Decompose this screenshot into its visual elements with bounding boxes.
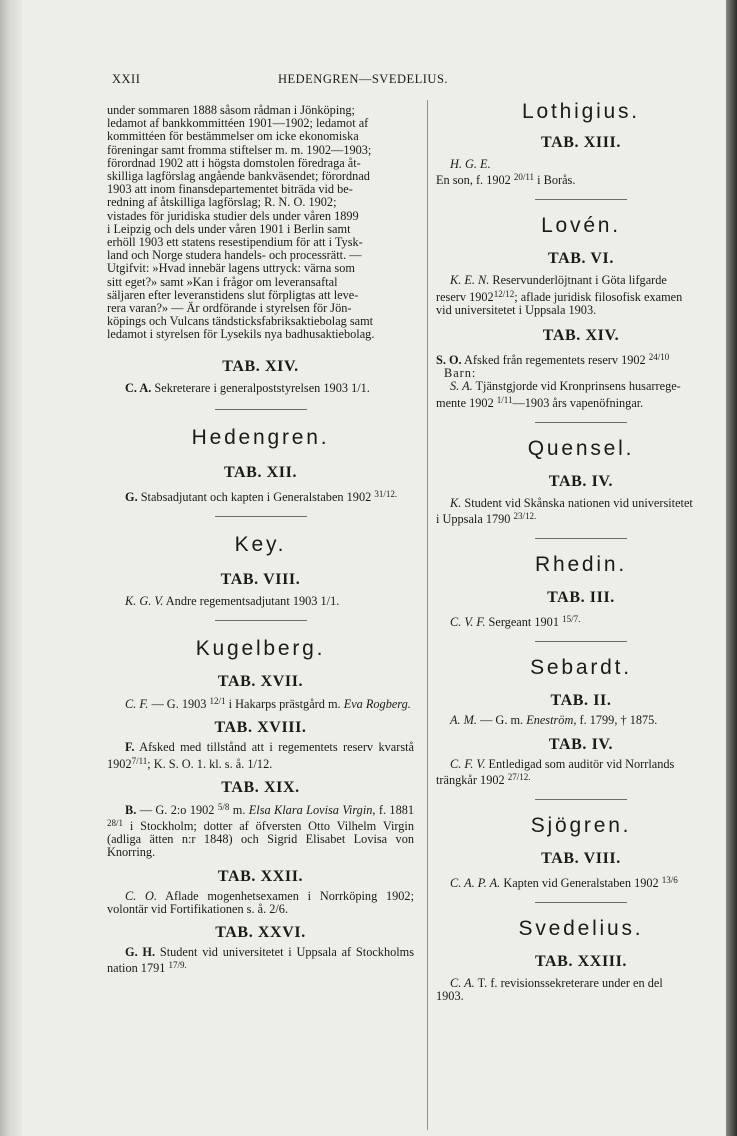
- entry-date: 7/11: [131, 755, 148, 766]
- tab-heading: TAB. IV.: [548, 735, 614, 753]
- entry-text: f. 1799, † 1875.: [579, 713, 658, 728]
- section-rule: [535, 902, 627, 903]
- entry-initials: C. F. V.: [450, 756, 486, 771]
- family-name-sebardt: Sebardt.: [530, 656, 632, 680]
- entry-date: 31/12.: [374, 488, 398, 499]
- text-line: vistades för juridiska studier dels under våren 1899: [107, 208, 359, 223]
- entry-text: —1903 års vapenöfningar.: [512, 395, 644, 410]
- entry: [107, 801, 414, 860]
- text-line: erhöll 1903 ett statens resestipendium för att i Tysk-: [107, 235, 363, 250]
- family-name-loven: Lovén.: [541, 214, 621, 238]
- entry-text: — G. m.: [480, 713, 524, 728]
- entry-date: 28/1: [107, 818, 124, 829]
- entry-text: mente 1902: [436, 395, 494, 410]
- entry-text: T. f. revisionssekreterare under en del: [477, 976, 663, 991]
- text-line: rera varan?» — Är ordförande i styrelsen för Jön-: [107, 301, 352, 316]
- text-line: föreningar samt fromma stiftelser m. m. 1902—1903;: [107, 142, 372, 157]
- section-rule: [535, 641, 627, 642]
- entry-text: En son, f. 1902: [436, 173, 511, 188]
- entry-text: Aflade mogenhetsexamen i Norrköping 1902; volontär vid Fortifikationen s. å.: [107, 888, 414, 916]
- entry-date: 17/9.: [168, 960, 187, 971]
- entry: [436, 977, 726, 1003]
- tab-heading: TAB. XXVI.: [215, 924, 306, 942]
- entry: [107, 488, 414, 504]
- entry-text: vid universitetet i Uppsala 1903.: [436, 302, 597, 317]
- entry: [436, 758, 726, 787]
- column-divider: [427, 100, 428, 1130]
- tab-heading: TAB. XIII.: [541, 134, 621, 151]
- entry-date: 1/1.: [351, 380, 370, 395]
- entry-text: ; aflade juridisk filosofisk examen: [514, 289, 683, 304]
- entry-date: 23/12.: [513, 511, 537, 522]
- family-name-quensel: Quensel.: [527, 436, 635, 460]
- entry-date: 15/7.: [562, 614, 581, 625]
- entry-year: 1902: [346, 489, 372, 504]
- text-line: redning af åtskilliga lagförslag; R. N. O. 1902;: [107, 195, 337, 210]
- section-rule: [535, 199, 627, 200]
- text-line: under sommaren 1888 såsom rådman i Jönköping;: [107, 103, 355, 117]
- entry-initials: G. H.: [125, 945, 156, 960]
- entry-date: 5/8: [217, 801, 230, 812]
- text-line: kommittéen för bestämmelser om icke ekonomiska: [107, 129, 359, 144]
- entry-text: Andre regementsadjutant 1903: [165, 594, 318, 609]
- entry-text: 1903.: [436, 989, 464, 1004]
- text-line: ledamot i styrelsen för Lysekils nya badhusaktiebolag.: [107, 327, 375, 342]
- entry-initials: S. A.: [450, 379, 473, 394]
- entry-text: Student vid universitetet i Uppsala af Stockholms nation 1791: [107, 945, 415, 976]
- entry-text: Sekreterare i generalpoststyrelsen 1903: [154, 380, 348, 395]
- family-name-rhedin: Rhedin.: [535, 553, 627, 577]
- entry-initials: C. A.: [450, 976, 475, 991]
- entry: [436, 158, 726, 187]
- family-name-sjogren: Sjögren.: [530, 814, 632, 838]
- entry-initials: C. A.: [125, 380, 152, 395]
- text-line: sitt eget?» samt »Kan i frågor om leveransaftal: [107, 274, 338, 289]
- section-rule: [215, 409, 307, 410]
- tab-heading: TAB. XIX.: [221, 778, 300, 796]
- entry-text: reserv 1902: [436, 289, 494, 304]
- entry-date: 12/12: [493, 288, 515, 299]
- entry-date: 2/6.: [269, 901, 289, 916]
- entry-date: 1/12.: [247, 756, 273, 771]
- entry-text: f. 1881: [378, 802, 415, 817]
- tab-heading: TAB. XXIII.: [534, 953, 628, 971]
- entry-text: Reservunderlöjtnant i Göta lifgarde: [492, 273, 667, 288]
- text-line: land och Norge studera handels- och processrätt. —: [107, 248, 362, 263]
- tab-heading: TAB. IV.: [548, 472, 614, 490]
- entry-text: Student vid Skånska nationen vid universitetet: [464, 495, 693, 510]
- entry-text: — G. 2:o 1902: [139, 802, 215, 817]
- entry-date: 1/1.: [320, 594, 340, 609]
- entry: [436, 351, 726, 410]
- right-column: [436, 100, 726, 1004]
- tab-heading: TAB. XXII.: [217, 867, 304, 885]
- entry: [107, 595, 414, 608]
- section-rule: [215, 516, 307, 517]
- tab-heading: TAB. XVIII.: [214, 719, 307, 737]
- tab-heading: TAB. III.: [547, 589, 615, 607]
- entry-date: 1/11: [496, 394, 513, 405]
- page-edge-shadow: [726, 0, 737, 1136]
- text-line: köpings och Vulcans tändsticksfabriksaktiebolag samt: [107, 314, 374, 329]
- tab-heading: TAB. VI.: [547, 250, 614, 268]
- entry-spouse: Elsa Klara Lovisa Virgin,: [248, 802, 376, 817]
- entry-initials: K. G. V.: [125, 594, 164, 609]
- entry-initials: S. O.: [436, 353, 462, 368]
- page-number: XXII: [112, 72, 141, 86]
- entry-place: i Borås.: [537, 173, 576, 188]
- entry-text: ; K. S. O. 1. kl. s. å.: [147, 756, 245, 771]
- entry-initials: C. F.: [125, 697, 149, 712]
- entry: [436, 274, 726, 317]
- entry-date: 27/12.: [507, 771, 531, 782]
- family-name-lothigius: Lothigius.: [522, 100, 640, 123]
- entry: [107, 382, 414, 395]
- section-rule: [535, 538, 627, 539]
- entry-date: 24/10: [648, 352, 670, 363]
- family-name-hedengren: Hedengren.: [191, 425, 330, 449]
- entry: [107, 890, 414, 916]
- text-line: 1903 att inom finansdepartementet biträda vid be-: [107, 182, 353, 197]
- entry: [436, 714, 726, 727]
- tab-heading: TAB. XIV.: [542, 327, 620, 345]
- entry: [107, 695, 414, 711]
- entry-initials: A. M.: [450, 713, 477, 728]
- entry-date: 12/1: [209, 696, 226, 707]
- entry-text: Kapten vid Generalstaben 1902: [503, 876, 659, 891]
- entry-spouse: Eva Rogberg.: [343, 697, 411, 712]
- text-line: ledamot af bankkommittéen 1901—1902; ledamot af: [107, 116, 369, 131]
- text-line: säljaren efter leveranstidens slut förpligtas att leve-: [107, 287, 359, 302]
- page-header: [0, 72, 726, 90]
- entry: [107, 741, 414, 770]
- entry-initials: G.: [125, 489, 138, 504]
- tab-heading: TAB. XIV.: [222, 357, 299, 375]
- entry-date: 20/11: [513, 172, 535, 183]
- entry-text: Entledigad som auditör vid Norrlands: [488, 756, 675, 771]
- entry-text: Afsked med tillstånd att i regementets reserv: [139, 740, 374, 755]
- entry-initials: K. E. N.: [450, 273, 490, 288]
- entry-text: trängkår 1902: [436, 772, 505, 787]
- entry-initials: K.: [450, 495, 462, 510]
- tab-heading: TAB. VIII.: [220, 571, 301, 589]
- entry-text: kvarstå 1902: [107, 740, 414, 771]
- text-line: förordnad 1902 att i högsta domstolen föredraga åt-: [107, 155, 361, 170]
- entry-text: i Uppsala 1790: [436, 512, 511, 527]
- entry-initials: B.: [125, 802, 137, 817]
- tab-heading: TAB. VIII.: [541, 850, 621, 868]
- tab-heading: TAB. II.: [550, 692, 612, 710]
- entry-initials: H. G. E.: [450, 157, 491, 171]
- left-column: [107, 100, 414, 976]
- entry-initials: C. O.: [125, 888, 158, 903]
- entry-initials: F.: [125, 740, 135, 755]
- text-line: skilliga lagförslag angående bankväsendet; förordnad: [107, 169, 370, 184]
- entry-text: Tjänstgjorde vid Kronprinsens husarrege-: [475, 379, 681, 394]
- running-head: HEDENGREN—SVEDELIUS.: [277, 72, 449, 86]
- text-line: Utgifvit: »Hvad innebär lagens uttryck: värna som: [107, 261, 355, 276]
- entry-initials: C. A. P. A.: [450, 876, 501, 891]
- entry-text: i Hakarps prästgård m.: [228, 697, 341, 712]
- entry-spouse: Eneström,: [526, 713, 577, 728]
- entry-initials: C. V. F.: [450, 615, 486, 630]
- page-binding-shadow: [0, 0, 22, 1136]
- section-rule: [215, 620, 307, 621]
- entry: [436, 874, 726, 890]
- entry: [436, 497, 726, 526]
- tab-heading: TAB. XVII.: [217, 673, 304, 691]
- entry: [107, 946, 414, 975]
- section-rule: [535, 799, 627, 800]
- tab-heading: TAB. XII.: [223, 463, 298, 481]
- entry: [436, 613, 726, 629]
- section-rule: [535, 422, 627, 423]
- entry-text: Sergeant 1901: [488, 615, 559, 630]
- entry-date: 13/6: [661, 875, 678, 886]
- entry-text: m.: [232, 802, 246, 817]
- intro-paragraph: [107, 104, 414, 342]
- entry-text: Stabsadjutant och kapten i Generalstaben: [140, 489, 344, 504]
- children-label: Barn:: [444, 366, 477, 381]
- entry-text: Afsked från regementets reserv 1902: [464, 353, 646, 368]
- family-name-kugelberg: Kugelberg.: [195, 637, 326, 661]
- text-line: i Leipzig och dels under våren 1901 i Berlin samt: [107, 221, 351, 236]
- family-name-key: Key.: [234, 533, 287, 557]
- family-name-svedelius: Svedelius.: [518, 917, 644, 941]
- entry-text: — G. 1903: [151, 697, 207, 712]
- entry-text: i Stockholm; dotter af öfversten Otto Vilhelm Virgin (adliga ätten n:r 1848) och Sigrid Elisabet Lovisa von Knorring.: [107, 819, 414, 860]
